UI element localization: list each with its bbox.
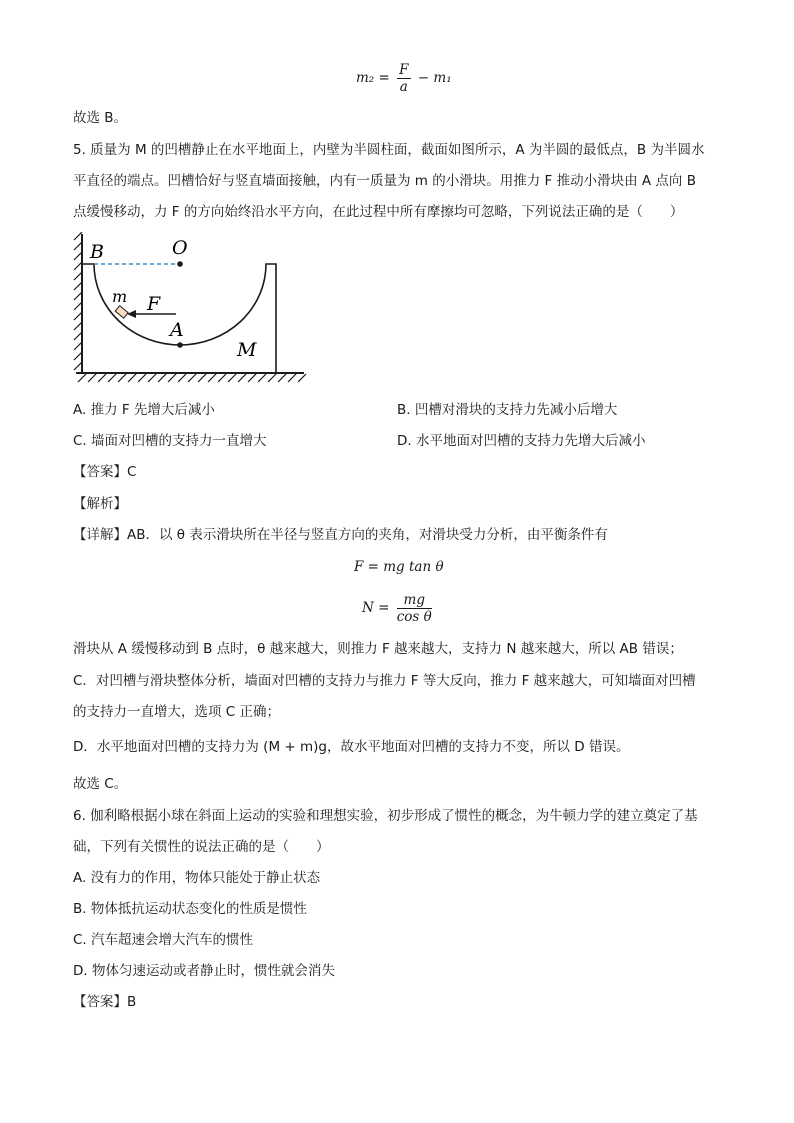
label-O: O (172, 237, 188, 259)
q5-eq-N-fraction (397, 592, 432, 625)
q6-option-a: A. 没有力的作用，物体只能处于静止状态 (73, 870, 321, 886)
formula-m2-rhs: − m₁ (417, 70, 452, 86)
label-B: B (90, 241, 104, 263)
q5-option-a: A. 推力 F 先增大后减小 (73, 402, 215, 418)
ground-hatching (78, 374, 306, 382)
q5-stem-line-3: 点缓慢移动，力 F 的方向始终沿水平方向，在此过程中所有摩擦均可忽略，下列说法正确的是（ ） (73, 204, 684, 220)
wall-hatching (74, 232, 82, 370)
prev-answer: 故选 B。 (73, 110, 128, 126)
formula-m2-fraction (397, 62, 410, 95)
force-arrowhead (127, 310, 136, 318)
q6-option-c: C. 汽车超速会增大汽车的惯性 (73, 932, 254, 948)
formula-m2-numerator: F (399, 62, 409, 78)
q5-option-c: C. 墙面对凹槽的支持力一直增大 (73, 433, 267, 449)
q6-stem-line-1: 6. 伽利略根据小球在斜面上运动的实验和理想实验，初步形成了惯性的概念，为牛顿力学的建立奠定了基 (73, 808, 698, 824)
q5-stem-line-2: 平直径的端点。凹槽恰好与竖直墙面接触，内有一质量为 m 的小滑块。用推力 F 推动小滑块由 A 点向 B (73, 173, 696, 189)
q5-detail-5: D．水平地面对凹槽的支持力为 (M + m)g，故水平地面对凹槽的支持力不变，所以 D 错误。 (73, 739, 630, 755)
q6-option-d: D. 物体匀速运动或者静止时，惯性就会消失 (73, 963, 335, 979)
q5-eq-F: F = mg tan θ (354, 559, 444, 575)
formula-m2 (356, 62, 452, 95)
slider-block (115, 306, 128, 318)
q5-stem-line-1: 5. 质量为 M 的凹槽静止在水平地面上，内壁为半圆柱面，截面如图所示，A 为半圆的最低点，B 为半圆水 (73, 142, 705, 158)
q5-eq-N-numerator: mg (397, 592, 432, 609)
label-m: m (112, 287, 128, 306)
q5-detail-2: 滑块从 A 缓慢移动到 B 点时，θ 越来越大，则推力 F 越来越大，支持力 N 越来越大，所以 AB 错误； (73, 641, 683, 657)
q6-answer: 【答案】B (73, 994, 137, 1010)
q5-option-d: D. 水平地面对凹槽的支持力先增大后减小 (397, 433, 646, 449)
q5-answer: 【答案】C (73, 464, 137, 480)
q5-analysis-tag: 【解析】 (73, 496, 127, 512)
formula-m2-lhs: m₂ = (356, 70, 390, 86)
q5-option-b: B. 凹槽对滑块的支持力先减小后增大 (397, 402, 618, 418)
label-A: A (170, 319, 184, 341)
point-O (177, 261, 183, 267)
label-F: F (147, 293, 161, 315)
q5-eq-N-denominator: cos θ (396, 609, 432, 625)
q5-detail-1: 【详解】AB．以 θ 表示滑块所在半径与竖直方向的夹角，对滑块受力分析，由平衡条件有 (73, 527, 608, 543)
q5-detail-4: 的支持力一直增大，选项 C 正确； (73, 704, 281, 720)
point-A (177, 342, 183, 348)
label-M: M (237, 339, 257, 361)
q6-stem-line-2: 础，下列有关惯性的说法正确的是（ ） (73, 839, 330, 855)
formula-m2-denominator: a (399, 79, 408, 95)
q5-eq-N (362, 592, 435, 625)
q6-option-b: B. 物体抵抗运动状态变化的性质是惯性 (73, 901, 307, 917)
q5-eq-N-lhs: N = (362, 600, 390, 616)
q5-final: 故选 C。 (73, 776, 128, 792)
q5-figure (72, 232, 308, 384)
q5-detail-3: C．对凹槽与滑块整体分析，墙面对凹槽的支持力与推力 F 等大反向，推力 F 越来越大，可知墙面对凹槽 (73, 673, 696, 689)
